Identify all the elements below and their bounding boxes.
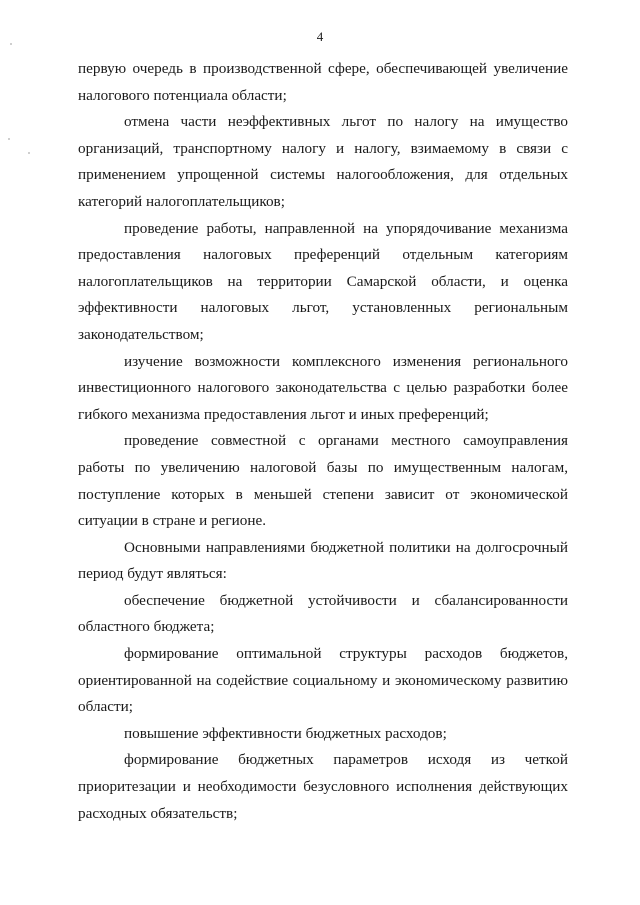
paragraph-tax-benefits-cancellation: отмена части неэффективных льгот по налогу на имущество организаций, транспортному налогу и налогу, взимаемому в связи с применением упрощенной системы налогообложения, для отдельных категорий налогоплательщиков; — [78, 113, 568, 210]
scan-artifact — [8, 138, 10, 140]
page-number: 4 — [316, 29, 324, 44]
scan-artifact — [28, 152, 30, 154]
paragraph-continuation: первую очередь в производственной сфере, обеспечивающей увеличение налогового потенциала области; — [78, 60, 568, 104]
scan-artifact — [10, 43, 12, 45]
paragraph-local-government-work: проведение совместной с органами местного самоуправления работы по увеличению налоговой базы по имущественным налогам, поступление которых в меньшей степени зависит от экономической ситуации в стране и регионе. — [78, 432, 568, 530]
document-body — [78, 56, 568, 827]
list-item-budget-parameters: формирование бюджетных параметров исходя из четкой приоритезации и необходимости безусловного исполнения действующих расходных обязательств; — [78, 751, 568, 822]
list-item-expenditure-structure: формирование оптимальной структуры расходов бюджетов, ориентированной на содействие социальному и экономическому развитию области; — [78, 645, 568, 716]
paragraph-investment-legislation: изучение возможности комплексного изменения регионального инвестиционного налогового законодательства с целью разработки более гибкого механизма предоставления льгот и иных преференций; — [78, 352, 568, 423]
list-item-expenditure-efficiency: повышение эффективности бюджетных расходов; — [124, 724, 447, 742]
paragraph-budget-policy-directions: Основными направлениями бюджетной политики на долгосрочный период будут являться: — [78, 538, 568, 583]
list-item-budget-stability: обеспечение бюджетной устойчивости и сбалансированности областного бюджета; — [78, 591, 568, 636]
paragraph-tax-preferences-ordering: проведение работы, направленной на упорядочивание механизма предоставления налоговых преференций отдельным категориям налогоплательщиков на территории Самарской области, и оценка эффективности налоговых льгот, установленных региональным законодательством; — [78, 219, 568, 343]
